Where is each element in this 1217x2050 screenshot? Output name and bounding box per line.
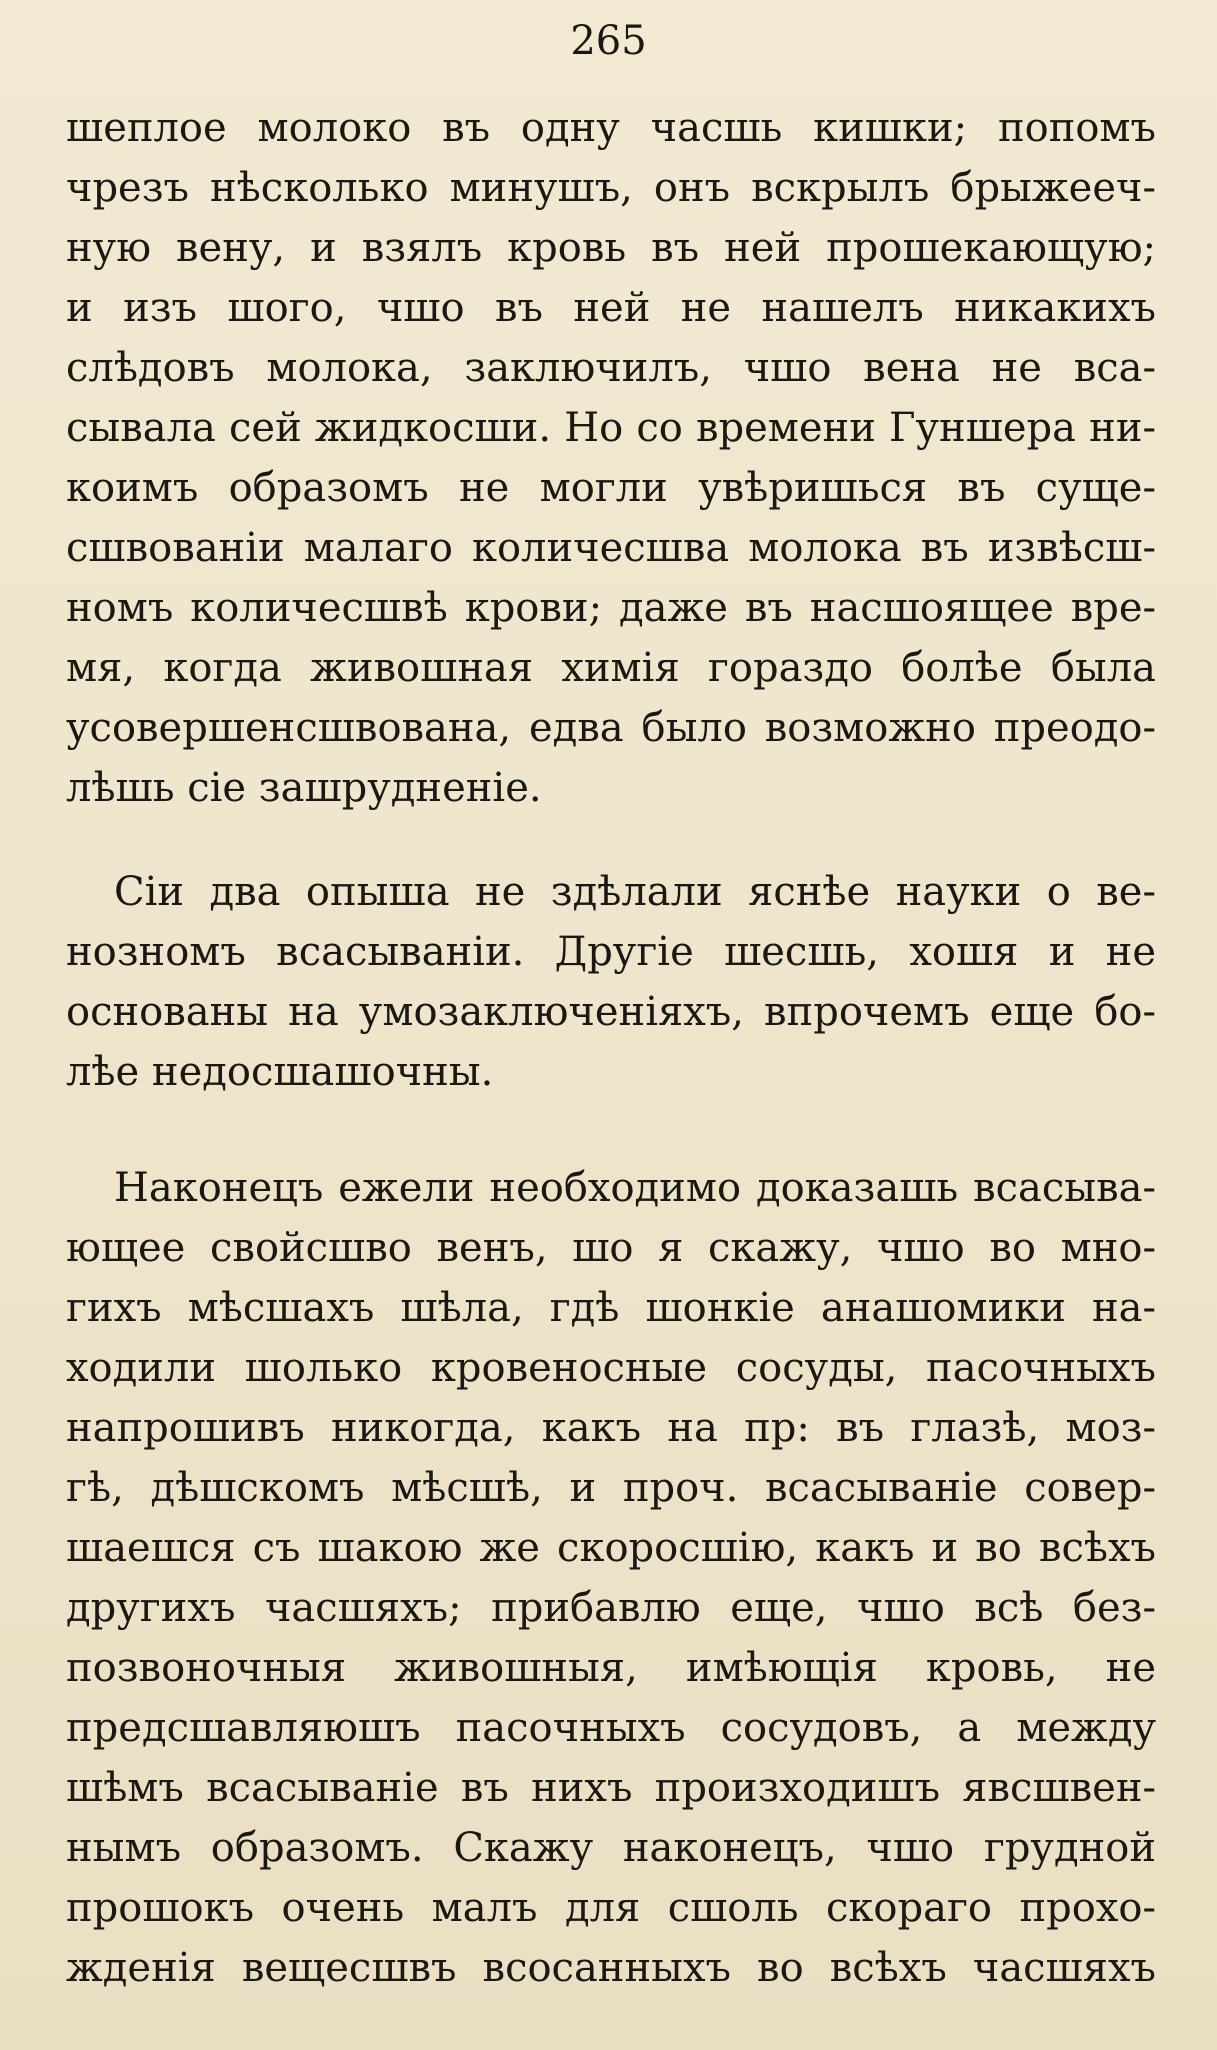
text-line: шаешся съ шакою же скоросшію, какъ и во всѣхъ xyxy=(66,1525,1156,1571)
text-line: шеплое молоко въ одну часшь кишки; попомъ xyxy=(66,105,1156,151)
paragraph-spacer xyxy=(66,1102,1156,1158)
text-line: основаны на умозаключеніяхъ, впрочемъ еще бо- xyxy=(66,989,1156,1035)
text-line: номъ количесшвѣ крови; даже въ насшоящее вре- xyxy=(66,585,1156,631)
text-line: и изъ шого, чшо въ ней не нашелъ никакихъ xyxy=(66,285,1156,331)
text-line: усовершенсшвована, едва было возможно преодо- xyxy=(66,705,1156,751)
paragraph-2 xyxy=(66,862,1156,1102)
text-line: другихъ часшяхъ; прибавлю еще, чшо всѣ без- xyxy=(66,1585,1156,1631)
text-line: слѣдовъ молока, заключилъ, чшо вена не вса- xyxy=(66,345,1156,391)
text-line: жденія вещесшвъ всосанныхъ во всѣхъ часшяхъ xyxy=(66,1945,1156,1991)
text-line: предсшавляюшъ пасочныхъ сосудовъ, а между xyxy=(66,1705,1156,1751)
text-line: чрезъ нѣсколько минушъ, онъ вскрылъ брыжееч- xyxy=(66,165,1156,211)
paragraph-spacer xyxy=(66,818,1156,862)
text-line: гихъ мѣсшахъ шѣла, гдѣ шонкіе анашомики на- xyxy=(66,1285,1156,1331)
text-body xyxy=(66,98,1156,1998)
text-line: напрошивъ никогда, какъ на пр: въ глазѣ, моз- xyxy=(66,1405,1156,1451)
paragraph-1 xyxy=(66,98,1156,818)
text-line: прошокъ очень малъ для сшоль скораго прохо- xyxy=(66,1885,1156,1931)
text-line: ходили шолько кровеносные сосуды, пасочныхъ xyxy=(66,1345,1156,1391)
text-line: ную вену, и взялъ кровь въ ней прошекающую; xyxy=(66,225,1156,271)
text-line: нозномъ всасываніи. Другіе шесшь, хошя и не xyxy=(66,929,1156,975)
text-line: ющее свойсшво венъ, шо я скажу, чшо во мно- xyxy=(66,1225,1156,1271)
text-line: коимъ образомъ не могли увѣришься въ суще- xyxy=(66,465,1156,511)
text-line: нымъ образомъ. Скажу наконецъ, чшо грудной xyxy=(66,1825,1156,1871)
text-line: лѣе недосшашочны. xyxy=(66,1049,494,1095)
text-line: гѣ, дѣшскомъ мѣсшѣ, и проч. всасываніе совер- xyxy=(66,1465,1156,1511)
text-line: сшвованіи малаго количесшва молока въ извѣсш- xyxy=(66,525,1156,571)
text-line: мя, когда живошная химія гораздо болѣе была xyxy=(66,645,1156,691)
text-line: Наконецъ ежели необходимо доказашь всасыва- xyxy=(114,1165,1156,1211)
text-line: сывала сей жидкосши. Но со времени Гуншера ни- xyxy=(66,405,1156,451)
page-number: 265 xyxy=(570,18,647,64)
text-line: шѣмъ всасываніе въ нихъ произходишъ явсшвен- xyxy=(66,1765,1156,1811)
paragraph-3 xyxy=(66,1158,1156,1998)
text-line: Сіи два опыша не здѣлали яснѣе науки о ве- xyxy=(114,869,1156,915)
text-line: позвоночныя живошныя, имѣющія кровь, не xyxy=(66,1645,1156,1691)
text-line: лѣшь сіе зашрудненіе. xyxy=(66,765,542,811)
